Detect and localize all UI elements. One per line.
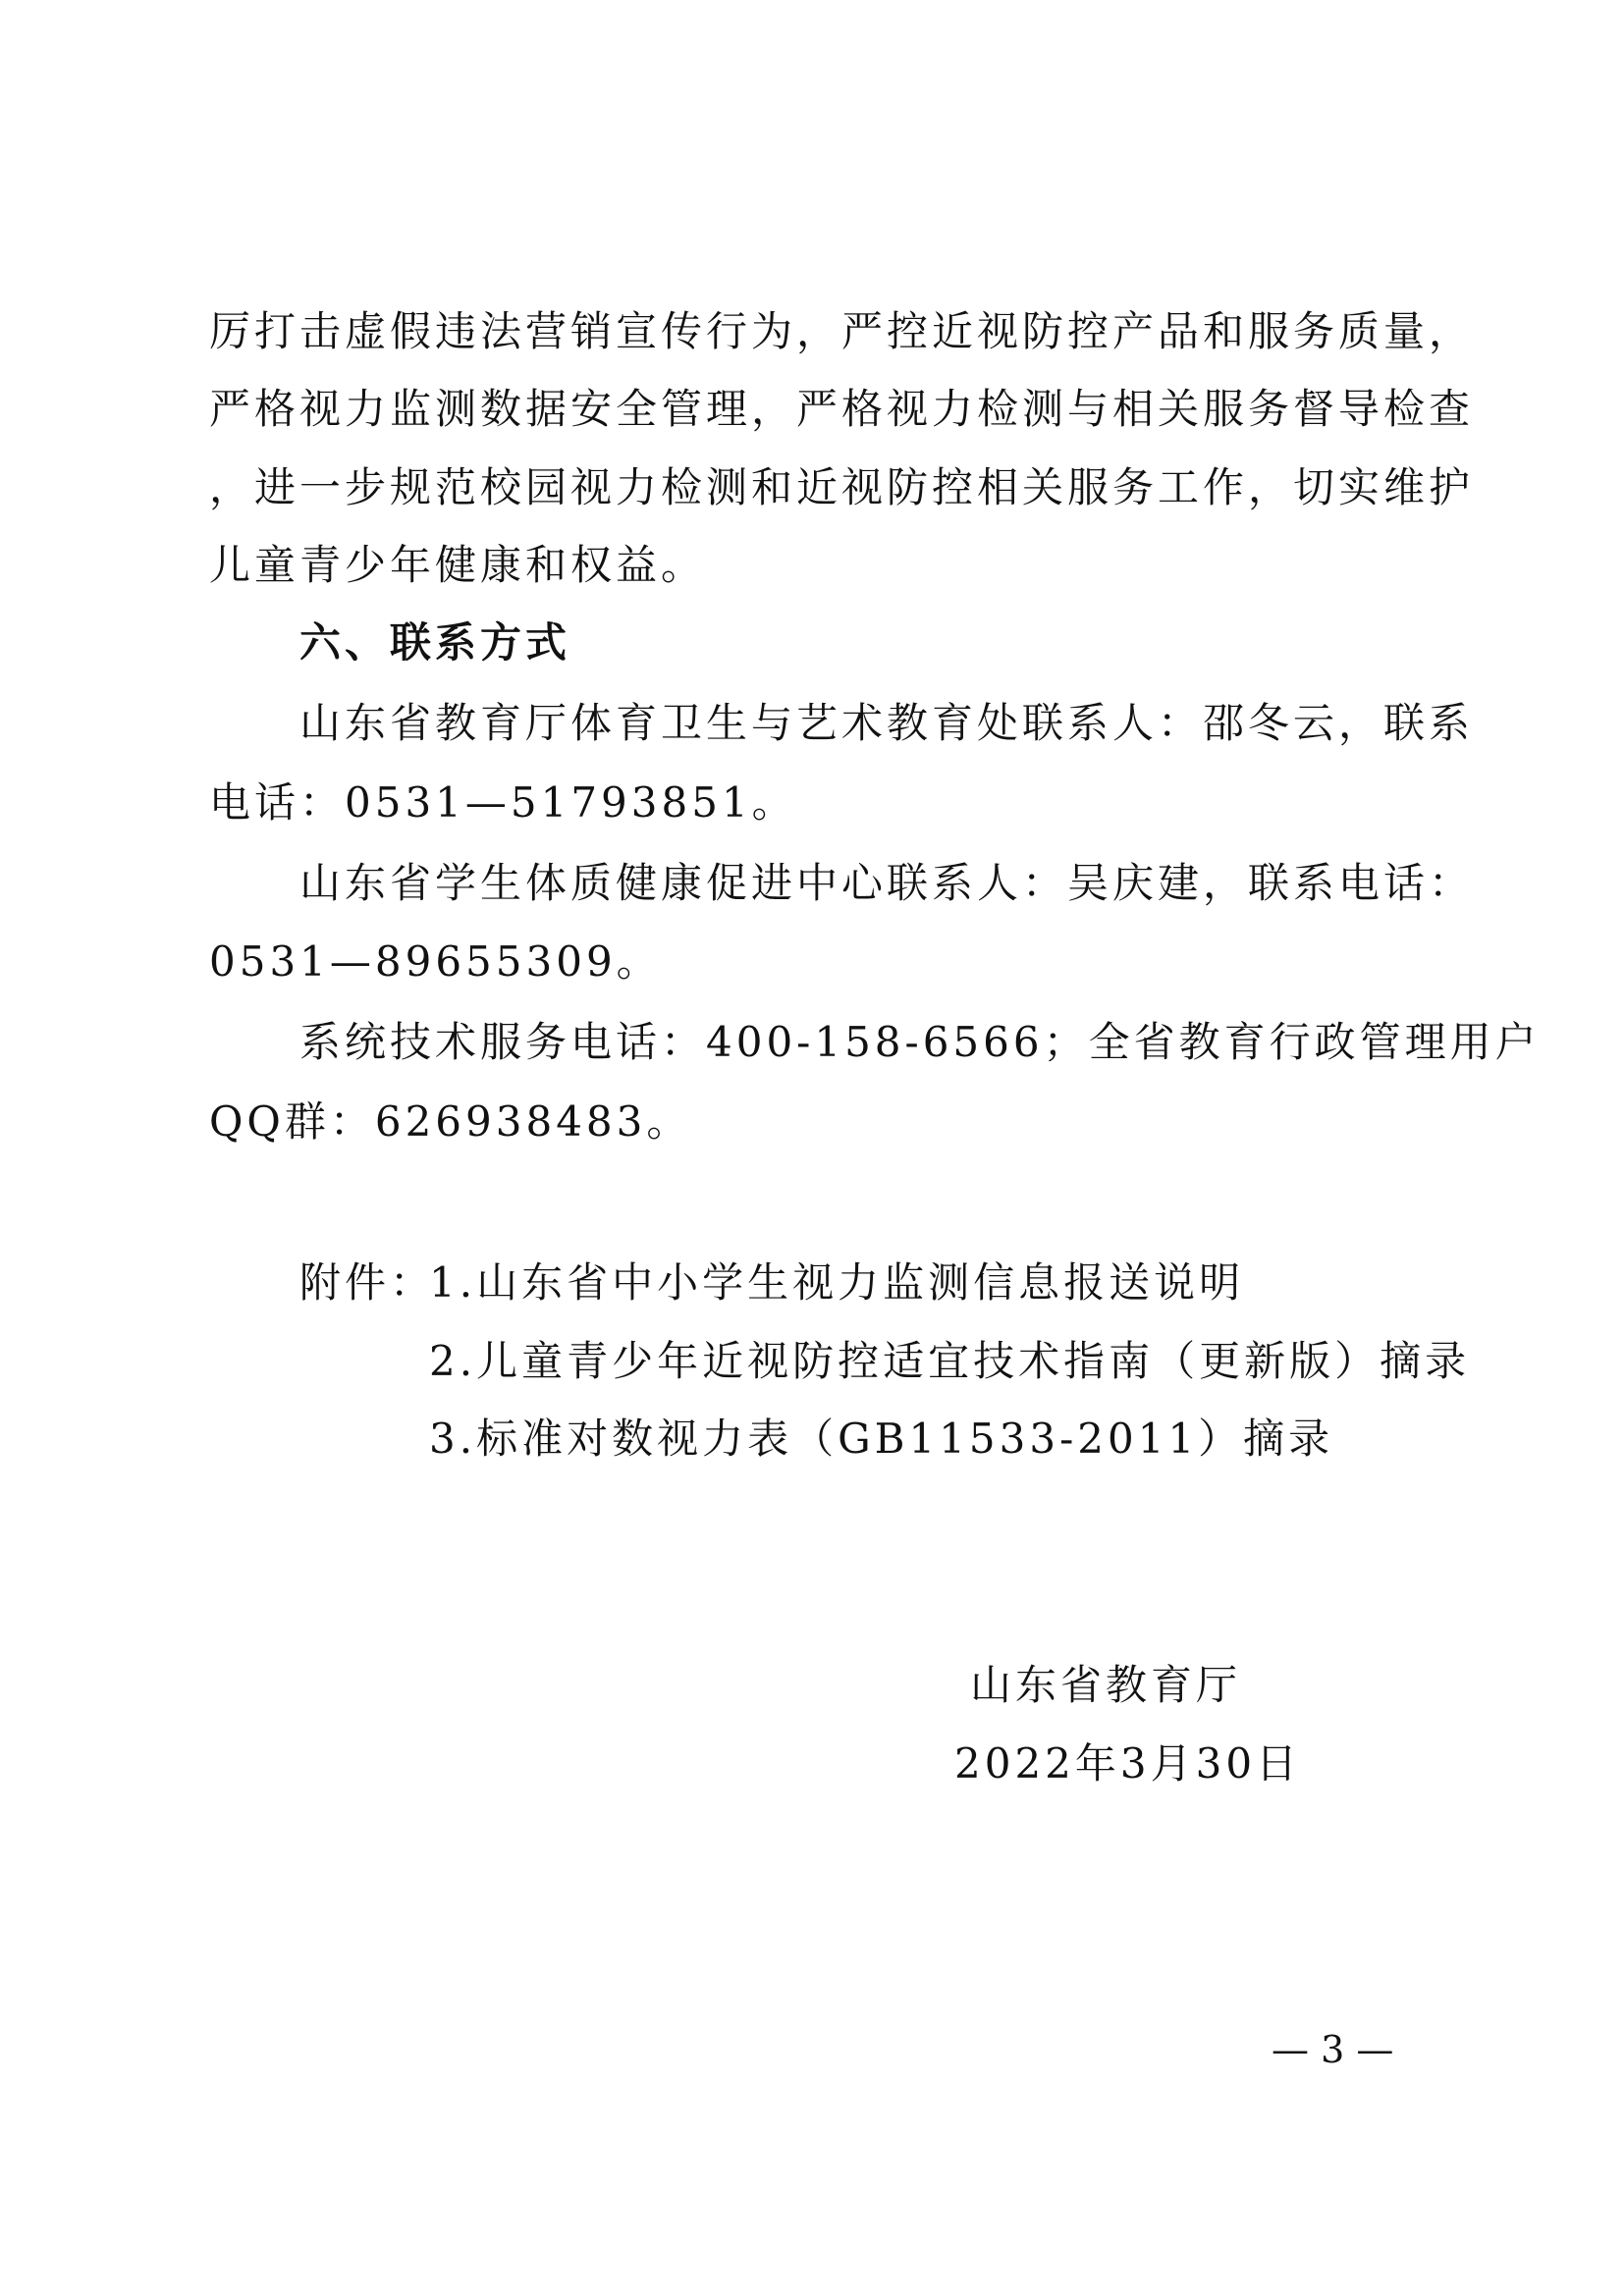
contact-line: 0531—89655309。 <box>209 937 662 986</box>
attachment-item: 3.标准对数视力表（GB11533-2011）摘录 <box>429 1415 1334 1463</box>
signature-org: 山东省教育厅 <box>970 1661 1242 1709</box>
paragraph-line: ，进一步规范校园视力检测和近视防控相关服务工作，切实维护 <box>209 463 1475 511</box>
attachments-label: 附件： <box>299 1258 436 1307</box>
paragraph-line: 严格视力监测数据安全管理，严格视力检测与相关服务督导检查 <box>209 385 1475 433</box>
signature-date: 2022年3月30日 <box>954 1739 1302 1788</box>
attachment-item: 2.儿童青少年近视防控适宜技术指南（更新版）摘录 <box>429 1337 1471 1385</box>
contact-line: 电话：0531—51793851。 <box>209 778 797 827</box>
contact-line: 系统技术服务电话：400-158-6566；全省教育行政管理用户 <box>299 1018 1541 1066</box>
section-heading: 六、联系方式 <box>299 618 571 667</box>
paragraph-line: 厉打击虚假违法营销宣传行为，严控近视防控产品和服务质量， <box>209 307 1475 355</box>
paragraph-line: 儿童青少年健康和权益。 <box>209 541 707 589</box>
contact-line: 山东省教育厅体育卫生与艺术教育处联系人：邵冬云，联系 <box>299 699 1475 747</box>
page-number: — 3 — <box>1272 2028 1394 2071</box>
contact-line: 山东省学生体质健康促进中心联系人：吴庆建，联系电话： <box>299 859 1475 907</box>
contact-line: QQ群：626938483。 <box>209 1097 692 1146</box>
attachment-item: 1.山东省中小学生视力监测信息报送说明 <box>429 1258 1245 1307</box>
